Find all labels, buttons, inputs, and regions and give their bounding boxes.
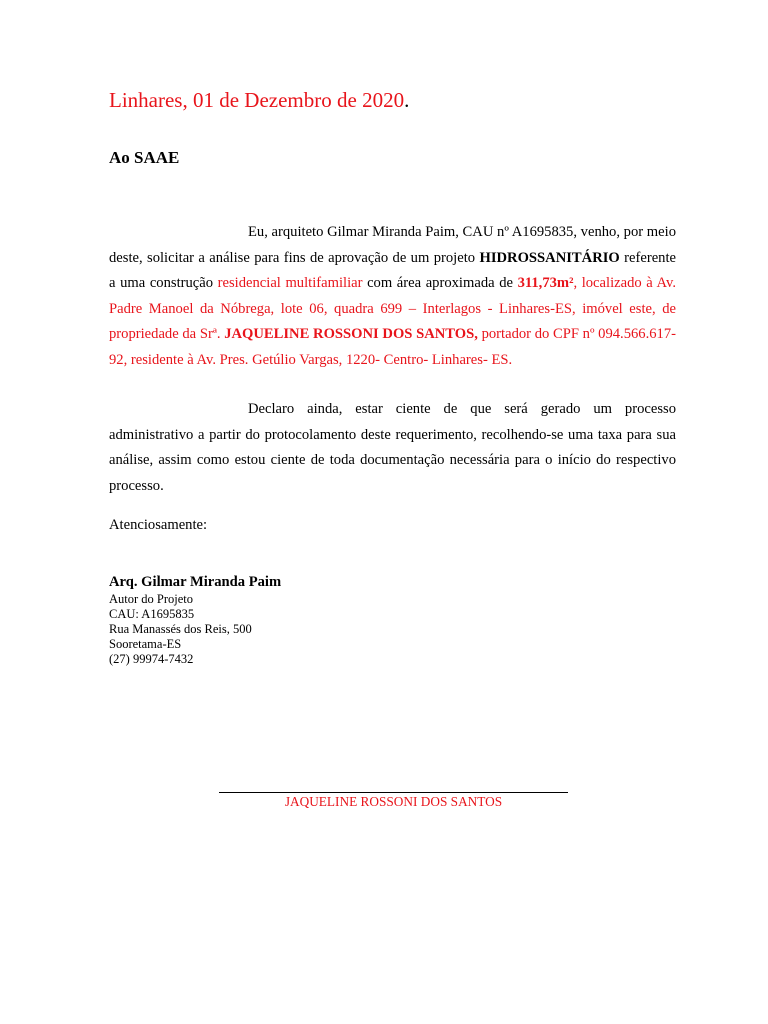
owner-details-text: portador do CPF nº 094.566.617-92, residente à Av. Pres. Getúlio Vargas, 1220- Centro- Linhares- ES. <box>109 326 676 368</box>
request-paragraph <box>109 220 676 374</box>
date-text: Linhares, 01 de Dezembro de 2020 <box>109 88 405 112</box>
property-address-text: , localizado à Av. Padre Manoel da Nóbrega, lote 06, quadra 699 – Interlagos - Linhares-ES, imóvel este, de propriedade da Srª. <box>109 275 677 343</box>
author-city: Sooretama-ES <box>109 637 182 651</box>
construction-type: residencial multifamiliar <box>217 275 363 292</box>
closing-salutation: Atenciosamente: <box>109 517 208 533</box>
request-text-3: com área aproximada de <box>362 275 518 292</box>
property-owner-name: JAQUELINE ROSSONI DOS SANTOS, <box>224 326 478 343</box>
author-street: Rua Manassés dos Reis, 500 <box>109 622 252 636</box>
declaration-text: Declaro ainda, estar ciente de que será gerado um processo administrativo a partir do protocolamento deste requerimento, recolhendo-se uma taxa para sua análise, assim como estou ciente de toda documentação necessária para o início do respectivo processo. <box>109 401 676 494</box>
letter-date <box>109 86 409 114</box>
letter-recipient: Ao SAAE <box>109 148 180 167</box>
author-phone: (27) 99974-7432 <box>109 652 194 666</box>
project-type: HIDROSSANITÁRIO <box>479 249 620 266</box>
author-role: Autor do Projeto <box>109 592 194 606</box>
request-text-2: referente a uma construção <box>109 249 676 292</box>
construction-area: 311,73m² <box>517 275 574 292</box>
date-period: . <box>404 88 410 112</box>
author-name: Arq. Gilmar Miranda Paim <box>109 574 282 590</box>
signature-owner-name: JAQUELINE ROSSONI DOS SANTOS <box>284 794 503 809</box>
author-cau: CAU: A1695835 <box>109 607 195 621</box>
author-signature-block <box>109 572 281 667</box>
request-intro-text: Eu, arquiteto Gilmar Miranda Paim, CAU nº A1695835, venho, por meio deste, solicitar a análise para fins de aprovação de um projeto <box>109 224 676 266</box>
declaration-paragraph <box>109 397 676 499</box>
